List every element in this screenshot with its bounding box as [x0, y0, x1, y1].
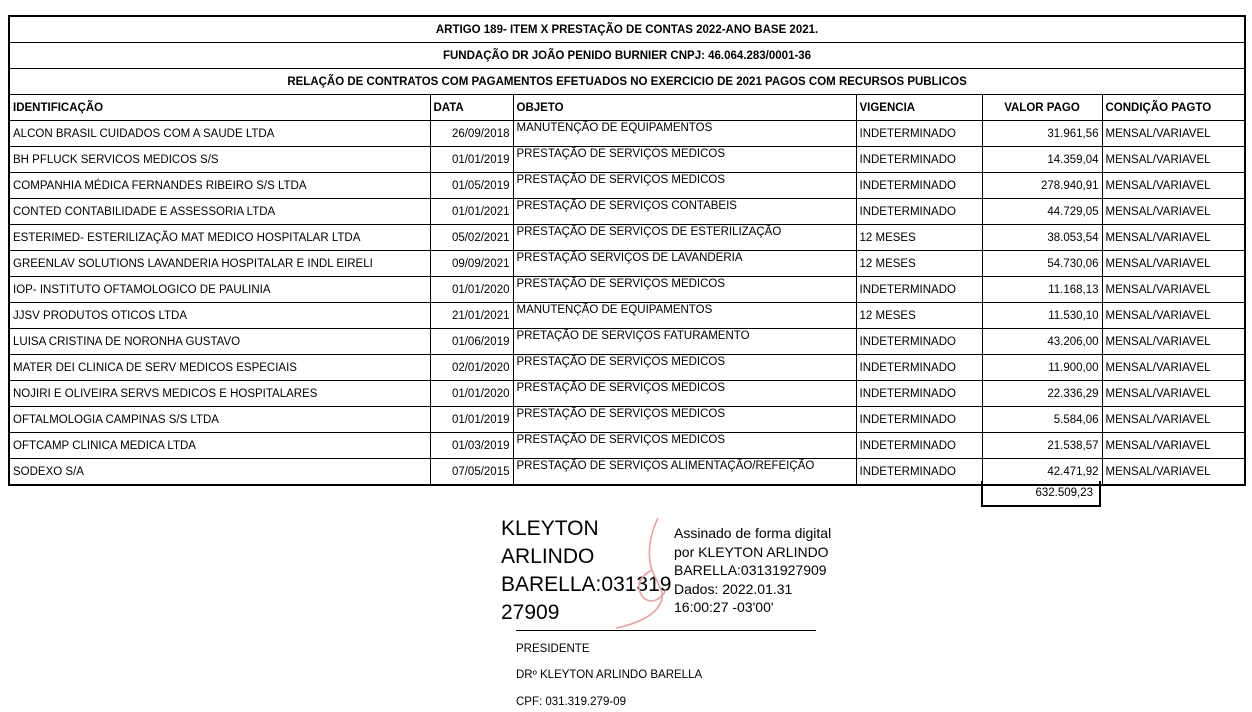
- table-row: [9, 303, 1245, 329]
- title-row: [9, 16, 1245, 43]
- cell-objeto: PRESTAÇÃO DE SERVIÇOS CONTABEIS: [513, 199, 856, 225]
- cell-identificacao: MATER DEI CLINICA DE SERV MEDICOS ESPECIAIS: [9, 355, 430, 381]
- table-row: [9, 173, 1245, 199]
- cell-identificacao: ESTERIMED- ESTERILIZAÇÃO MAT MEDICO HOSPITALAR LTDA: [9, 225, 430, 251]
- col-header-objeto: OBJETO: [513, 95, 856, 121]
- cell-valor-pago: 21.538,57: [982, 433, 1102, 459]
- cell-data: 01/01/2021: [430, 199, 513, 225]
- cell-vigencia: INDETERMINADO: [856, 381, 982, 407]
- cell-data: 26/09/2018: [430, 121, 513, 147]
- cell-vigencia: INDETERMINADO: [856, 147, 982, 173]
- cell-condicao-pagto: MENSAL/VARIAVEL: [1102, 199, 1245, 225]
- cell-condicao-pagto: MENSAL/VARIAVEL: [1102, 303, 1245, 329]
- document-title: ARTIGO 189- ITEM X PRESTAÇÃO DE CONTAS 2022-ANO BASE 2021.: [9, 16, 1245, 43]
- contracts-document: [8, 15, 1244, 486]
- cell-valor-pago: 43.206,00: [982, 329, 1102, 355]
- cell-identificacao: SODEXO S/A: [9, 459, 430, 486]
- cell-vigencia: INDETERMINADO: [856, 329, 982, 355]
- cell-data: 01/01/2019: [430, 407, 513, 433]
- col-header-vigencia: VIGENCIA: [856, 95, 982, 121]
- cell-condicao-pagto: MENSAL/VARIAVEL: [1102, 251, 1245, 277]
- cell-objeto: MANUTENÇÃO DE EQUIPAMENTOS: [513, 303, 856, 329]
- cell-valor-pago: 38.053,54: [982, 225, 1102, 251]
- table-row: [9, 355, 1245, 381]
- cell-valor-pago: 11.168,13: [982, 277, 1102, 303]
- table-row: [9, 277, 1245, 303]
- cell-objeto: PRESTAÇÃO SERVIÇOS DE LAVANDERIA: [513, 251, 856, 277]
- cell-condicao-pagto: MENSAL/VARIAVEL: [1102, 433, 1245, 459]
- cell-vigencia: INDETERMINADO: [856, 121, 982, 147]
- signer-full-name: DRº KLEYTON ARLINDO BARELLA: [516, 669, 703, 681]
- cell-valor-pago: 11.530,10: [982, 303, 1102, 329]
- cell-valor-pago: 14.359,04: [982, 147, 1102, 173]
- table-row: [9, 121, 1245, 147]
- cell-objeto: PRESTAÇÃO DE SERVIÇOS MEDICOS: [513, 381, 856, 407]
- cell-data: 01/06/2019: [430, 329, 513, 355]
- cell-identificacao: OFTALMOLOGIA CAMPINAS S/S LTDA: [9, 407, 430, 433]
- cell-data: 01/01/2019: [430, 147, 513, 173]
- cell-valor-pago: 44.729,05: [982, 199, 1102, 225]
- cell-condicao-pagto: MENSAL/VARIAVEL: [1102, 459, 1245, 486]
- cell-condicao-pagto: MENSAL/VARIAVEL: [1102, 355, 1245, 381]
- cell-objeto: PRETAÇÃO DE SERVIÇOS FATURAMENTO: [513, 329, 856, 355]
- cell-condicao-pagto: MENSAL/VARIAVEL: [1102, 121, 1245, 147]
- digital-signature-mark-icon: [596, 512, 676, 632]
- cell-valor-pago: 22.336,29: [982, 381, 1102, 407]
- cell-data: 07/05/2015: [430, 459, 513, 486]
- cell-data: 01/03/2019: [430, 433, 513, 459]
- cell-condicao-pagto: MENSAL/VARIAVEL: [1102, 147, 1245, 173]
- cell-valor-pago: 42.471,92: [982, 459, 1102, 486]
- signer-name-line: BARELLA:031319: [501, 573, 672, 596]
- cell-identificacao: JJSV PRODUTOS OTICOS LTDA: [9, 303, 430, 329]
- cell-valor-pago: 31.961,56: [982, 121, 1102, 147]
- total-value: 632.509,23: [981, 481, 1101, 507]
- table-row: [9, 199, 1245, 225]
- cell-valor-pago: 54.730,06: [982, 251, 1102, 277]
- cell-condicao-pagto: MENSAL/VARIAVEL: [1102, 173, 1245, 199]
- column-header-row: [9, 95, 1245, 121]
- table-row: [9, 433, 1245, 459]
- subtitle-row: [9, 69, 1245, 95]
- signature-info-line: por KLEYTON ARLINDO: [674, 543, 829, 560]
- cell-vigencia: INDETERMINADO: [856, 173, 982, 199]
- cell-condicao-pagto: MENSAL/VARIAVEL: [1102, 277, 1245, 303]
- cell-condicao-pagto: MENSAL/VARIAVEL: [1102, 329, 1245, 355]
- col-header-valor-pago: VALOR PAGO: [982, 95, 1102, 121]
- cell-objeto: PRESTAÇÃO DE SERVIÇOS DE ESTERILIZAÇÃO: [513, 225, 856, 251]
- signer-cpf: CPF: 031.319.279-09: [516, 696, 626, 708]
- contracts-table: [8, 15, 1246, 486]
- cell-vigencia: INDETERMINADO: [856, 277, 982, 303]
- cell-vigencia: 12 MESES: [856, 303, 982, 329]
- cell-valor-pago: 11.900,00: [982, 355, 1102, 381]
- table-row: [9, 381, 1245, 407]
- cell-identificacao: CONTED CONTABILIDADE E ASSESSORIA LTDA: [9, 199, 430, 225]
- cell-objeto: PRESTAÇÃO DE SERVIÇOS MEDICOS: [513, 433, 856, 459]
- col-header-condicao-pagto: CONDIÇÃO PAGTO: [1102, 95, 1245, 121]
- table-row: [9, 407, 1245, 433]
- cell-data: 05/02/2021: [430, 225, 513, 251]
- signature-info-line: Assinado de forma digital: [674, 525, 832, 541]
- cell-vigencia: 12 MESES: [856, 251, 982, 277]
- table-row: [9, 225, 1245, 251]
- col-header-data: DATA: [430, 95, 513, 121]
- col-header-identificacao: IDENTIFICAÇÃO: [9, 95, 430, 121]
- cell-identificacao: NOJIRI E OLIVEIRA SERVS MEDICOS E HOSPITALARES: [9, 381, 430, 407]
- cell-identificacao: ALCON BRASIL CUIDADOS COM A SAUDE LTDA: [9, 121, 430, 147]
- cell-vigencia: INDETERMINADO: [856, 355, 982, 381]
- cell-valor-pago: 278.940,91: [982, 173, 1102, 199]
- cell-condicao-pagto: MENSAL/VARIAVEL: [1102, 407, 1245, 433]
- signer-name-line: 27909: [501, 601, 560, 624]
- cell-data: 01/01/2020: [430, 277, 513, 303]
- cell-data: 01/01/2020: [430, 381, 513, 407]
- cell-data: 01/05/2019: [430, 173, 513, 199]
- signer-role: PRESIDENTE: [516, 643, 590, 655]
- table-subtitle: RELAÇÃO DE CONTRATOS COM PAGAMENTOS EFETUADOS NO EXERCICIO DE 2021 PAGOS COM RECURSOS PUBLICOS: [9, 69, 1245, 95]
- cell-objeto: PRESTAÇÃO DE SERVIÇOS MEDICOS: [513, 277, 856, 303]
- cell-data: 21/01/2021: [430, 303, 513, 329]
- cell-identificacao: IOP- INSTITUTO OFTAMOLOGICO DE PAULINIA: [9, 277, 430, 303]
- digital-signature-info: [674, 524, 831, 617]
- cell-objeto: PRESTAÇÃO DE SERVIÇOS MEDICOS: [513, 173, 856, 199]
- table-row: [9, 251, 1245, 277]
- cell-objeto: MANUTENÇÃO DE EQUIPAMENTOS: [513, 121, 856, 147]
- signature-info-line: Dados: 2022.01.31: [674, 580, 793, 597]
- cell-identificacao: GREENLAV SOLUTIONS LAVANDERIA HOSPITALAR E INDL EIRELI: [9, 251, 430, 277]
- cell-condicao-pagto: MENSAL/VARIAVEL: [1102, 381, 1245, 407]
- cell-identificacao: OFTCAMP CLINICA MEDICA LTDA: [9, 433, 430, 459]
- signer-name-line: KLEYTON: [501, 517, 599, 540]
- cell-objeto: PRESTAÇÃO DE SERVIÇOS ALIMENTAÇÃO/REFEIÇÃO: [513, 459, 856, 486]
- cell-vigencia: INDETERMINADO: [856, 407, 982, 433]
- cell-identificacao: COMPANHIA MÉDICA FERNANDES RIBEIRO S/S LTDA: [9, 173, 430, 199]
- signature-info-line: BARELLA:03131927909: [674, 562, 827, 578]
- signer-name-line: ARLINDO: [501, 545, 595, 568]
- table-row: [9, 147, 1245, 173]
- cell-objeto: PRESTAÇÃO DE SERVIÇOS MEDICOS: [513, 407, 856, 433]
- cell-identificacao: BH PFLUCK SERVICOS MEDICOS S/S: [9, 147, 430, 173]
- cell-vigencia: INDETERMINADO: [856, 459, 982, 486]
- table-row: [9, 329, 1245, 355]
- foundation-name: FUNDAÇÃO DR JOÃO PENIDO BURNIER CNPJ: 46.064.283/0001-36: [9, 43, 1245, 69]
- foundation-row: [9, 43, 1245, 69]
- signature-info-line: 16:00:27 -03'00': [674, 599, 774, 615]
- cell-vigencia: 12 MESES: [856, 225, 982, 251]
- cell-data: 09/09/2021: [430, 251, 513, 277]
- cell-vigencia: INDETERMINADO: [856, 433, 982, 459]
- cell-condicao-pagto: MENSAL/VARIAVEL: [1102, 225, 1245, 251]
- cell-objeto: PRESTAÇÃO DE SERVIÇOS MEDICOS: [513, 355, 856, 381]
- cell-objeto: PRESTAÇÃO DE SERVIÇOS MEDICOS: [513, 147, 856, 173]
- signature-line: [516, 630, 816, 631]
- cell-identificacao: LUISA CRISTINA DE NORONHA GUSTAVO: [9, 329, 430, 355]
- cell-data: 02/01/2020: [430, 355, 513, 381]
- cell-valor-pago: 5.584,06: [982, 407, 1102, 433]
- cell-vigencia: INDETERMINADO: [856, 199, 982, 225]
